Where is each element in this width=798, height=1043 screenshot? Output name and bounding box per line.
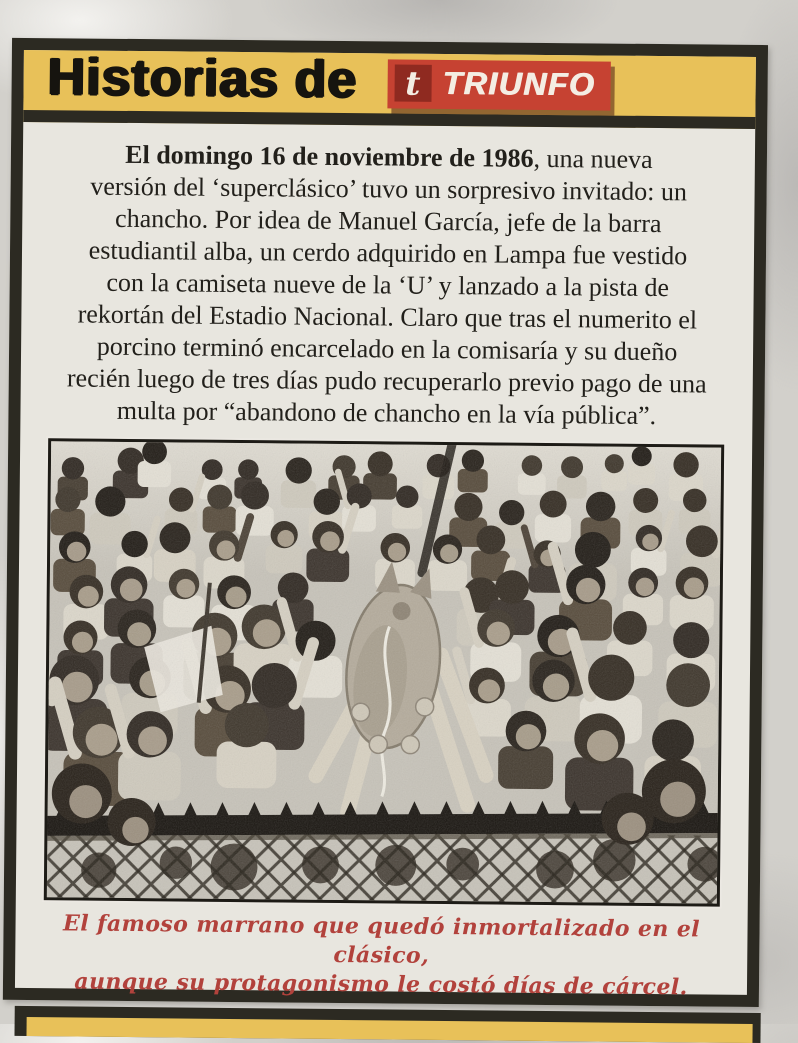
next-section-edge — [14, 1006, 760, 1043]
article-line: con la camiseta nueve de la ‘U’ y lanzado a la pista de — [106, 267, 670, 303]
article-line: porcino terminó encarcelado en la comisaría y su dueño — [96, 331, 678, 367]
article-paragraph — [46, 138, 729, 433]
article-content — [15, 122, 755, 1003]
section-header — [23, 50, 756, 129]
triunfo-t-icon: t — [394, 64, 431, 101]
article-line: estudiantil alba, un cerdo adquirido en Lampa fue vestido — [88, 235, 688, 271]
article-line: chancho. Por idea de Manuel García, jefe de la barra — [114, 203, 662, 239]
caption-line: El famoso marrano que quedó inmortalizado en el clásico, — [62, 910, 701, 969]
triunfo-logo — [387, 59, 611, 110]
crowd-photo-illustration — [47, 441, 721, 903]
article-line: multa por “abandono de chancho en la vía pública”. — [116, 395, 657, 431]
article-lead-bold: El domingo 16 de noviembre de 1986 — [125, 139, 534, 173]
article-line: rekortán del Estadio Nacional. Claro que tras el numerito el — [77, 299, 698, 335]
article-line: versión del ‘superclásico’ tuvo un sorpresivo invitado: un — [90, 171, 688, 207]
next-section-yellow-bar — [26, 1017, 752, 1043]
triunfo-wordmark: TRIUNFO — [442, 64, 596, 103]
photo-caption — [41, 909, 722, 1003]
section-title: Historias de — [47, 48, 358, 110]
caption-line: aunque su protagonismo le costó días de cárcel. — [74, 968, 688, 1001]
article-line: recién luego de tres días pudo recuperarlo previo pago de una — [66, 363, 707, 399]
crowd-photo — [44, 438, 724, 906]
article-card — [3, 38, 768, 1007]
article-line: El domingo 16 de noviembre de 1986, una nueva — [125, 139, 653, 174]
